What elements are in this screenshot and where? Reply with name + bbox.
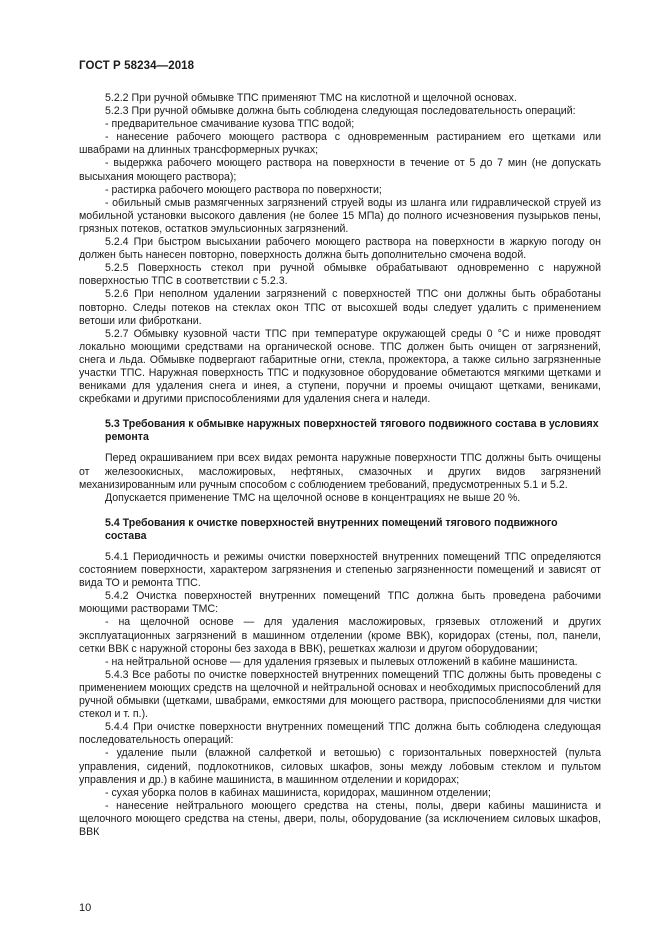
list-item: - сухая уборка полов в кабинах машиниста, коридорах, машинном отделении; bbox=[105, 786, 491, 799]
list-item: - выдержка рабочего моющего раствора на поверхности в течение от 5 до 7 мин (не допускать высыхания моющего раствора); bbox=[79, 157, 601, 183]
list-item: - предварительное смачивание кузова ТПС водой; bbox=[105, 118, 355, 131]
paragraph: Перед окрашиванием при всех видах ремонта наружные поверхности ТПС должны быть очищены от железоокисных, масложировых, нефтяных, смазочных и других видов загрязнений механизированным или ручным способом с соблюдением требований, предусмотренных 5.1 и 5.2. bbox=[79, 452, 601, 491]
section-heading-5-4: 5.4 Требования к очистке поверхностей внутренних помещений тягового подвижного состава bbox=[105, 516, 558, 542]
paragraph: 5.2.6 При неполном удалении загрязнений с поверхностей ТПС они должны быть обработаны повторно. Следы потеков на стеклах окон ТПС от высохшей воды следует удалить с применением ветоши или фиброткани. bbox=[79, 288, 601, 327]
paragraph: 5.4.3 Все работы по очистке поверхностей внутренних помещений ТПС должны быть проведены с применением моющих средств на щелочной и нейтральной основах и необходимых приспособлений для ручной обмывки (щетками, швабрами, емкостями для моющего раствора, приспособлениями для чистки стекол и т. п.). bbox=[79, 668, 601, 721]
document-header: ГОСТ Р 58234—2018 bbox=[79, 60, 195, 72]
paragraph: Допускается применение ТМС на щелочной основе в концентрациях не выше 20 %. bbox=[105, 491, 521, 504]
list-item: - удаление пыли (влажной салфеткой и ветошью) с горизонтальных поверхностей (пульта управления, сидений, подлокотников, силовых шкафов, зоны между лобовым стеклом и пультом управления и др.) в кабине машиниста, в машинном отделении и коридорах; bbox=[79, 747, 601, 786]
list-item: - на нейтральной основе — для удаления грязевых и пылевых отложений в кабине машиниста. bbox=[105, 655, 578, 668]
page-number: 10 bbox=[79, 902, 92, 914]
paragraph: 5.2.2 При ручной обмывке ТПС применяют ТМС на кислотной и щелочной основах. bbox=[105, 92, 517, 104]
list-item: - на щелочной основе — для удаления масложировых, грязевых отложений и других эксплуатационных загрязнений в машинном отделении (кроме ВВК), коридорах (стены, пол, панели, сетки ВВК с наружной стороны без захода в ВВК), решетках жалюзи и другом оборудовании; bbox=[79, 616, 601, 655]
list-item: - обильный смыв размягченных загрязнений струей воды из шланга или гидравлической струей из мобильной установки высокого давления (не более 15 МПа) до полного исчезновения пузырьков пены, грязных потеков, остатков эмульсионных загрязнений. bbox=[79, 196, 601, 235]
section-heading-5-3: 5.3 Требования к обмывке наружных поверхностей тягового подвижного состава в условиях ремонта bbox=[105, 418, 599, 444]
paragraph: 5.2.7 Обмывку кузовной части ТПС при температуре окружающей среды 0 °С и ниже проводят локально моющими средствами на органической основе. ТПС должен быть очищен от загрязнений, снега и льда. Обмывке подвергают габаритные огни, стекла, прожектора, а также сильно загрязненные участки ТПС. Наружная поверхность ТПС и подкузовное оборудование обметаются мягкими щетками и вениками для удаления снега и инея, а ступени, поручни и проемы очищают щетками, вениками, скребками и другими приспособлениями для удаления снега и наледи. bbox=[79, 327, 601, 406]
list-item: - нанесение рабочего моющего раствора с одновременным растиранием его щетками или швабрами на длинных трансформерных ручках; bbox=[79, 131, 601, 157]
paragraph: 5.2.3 При ручной обмывке должна быть соблюдена следующая последовательность операций: bbox=[105, 105, 576, 118]
document-body bbox=[79, 92, 601, 839]
paragraph: 5.2.5 Поверхность стекол при ручной обмывке обрабатывают одновременно с наружной поверхностью ТПС в соответствии с 5.2.3. bbox=[79, 262, 601, 288]
list-item: - нанесение нейтрального моющего средства на стены, полы, двери кабины машиниста и щелочного моющего средства на стены, двери, полы, оборудование (за исключением силовых шкафов, ВВК bbox=[79, 799, 601, 838]
paragraph: 5.2.4 При быстром высыхании рабочего моющего раствора на поверхности в жаркую погоду он должен быть нанесен повторно, поверхность должна быть дополнительно смочена водой. bbox=[79, 236, 601, 262]
paragraph: 5.4.4 При очистке поверхности внутренних помещений ТПС должна быть соблюдена следующая последовательность операций: bbox=[79, 721, 601, 747]
list-item: - растирка рабочего моющего раствора по поверхности; bbox=[105, 183, 382, 196]
paragraph: 5.4.1 Периодичность и режимы очистки поверхностей внутренних помещений ТПС определяются состоянием поверхности, характером загрязнения и степенью загрязненности помещений и зависят от вида ТО и ремонта ТПС. bbox=[79, 551, 601, 590]
paragraph: 5.4.2 Очистка поверхностей внутренних помещений ТПС должна быть проведена рабочими моющими растворами ТМС: bbox=[79, 590, 601, 616]
